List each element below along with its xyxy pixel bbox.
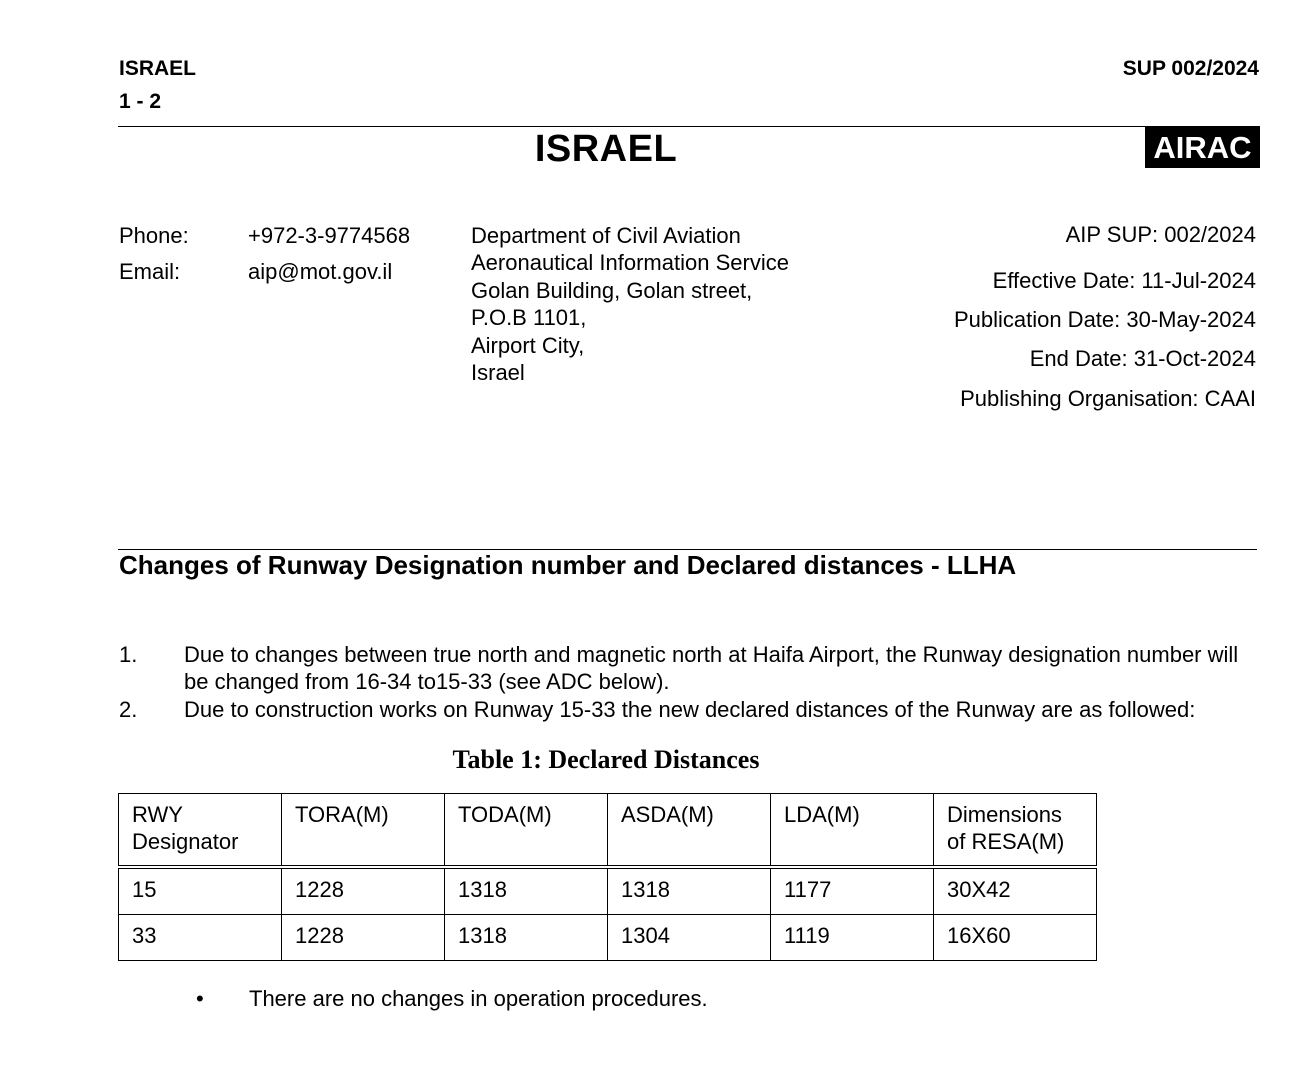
header-cell-line: of RESA(M) — [947, 829, 1065, 854]
table-cell: 1304 — [608, 915, 771, 961]
note-text: There are no changes in operation procedures. — [249, 986, 708, 1011]
address-block — [471, 222, 789, 386]
address-line: Aeronautical Information Service — [471, 250, 789, 276]
header-cell-line: Dimensions — [947, 802, 1062, 827]
header-cell-line: LDA(M) — [784, 802, 860, 827]
phone-label: Phone: — [119, 223, 189, 248]
list-item-text: Due to changes between true north and magnetic north at Haifa Airport, the Runway designation number will be changed from 16-34 to15-33 (see ADC below). — [184, 642, 1239, 695]
header-cell-line: Designator — [132, 829, 239, 854]
table-cell: 1177 — [771, 867, 934, 915]
header-cell — [934, 794, 1097, 868]
effective-date: Effective Date: 11-Jul-2024 — [992, 268, 1256, 293]
table-row — [119, 915, 1097, 961]
header-cell — [445, 794, 608, 868]
address-line: Airport City, — [471, 332, 585, 358]
table-cell: 1119 — [771, 915, 934, 961]
table-cell: 1228 — [282, 867, 445, 915]
email-label: Email: — [119, 259, 181, 284]
header-cell — [282, 794, 445, 868]
airac-badge: AIRAC — [1145, 127, 1260, 168]
table-cell: 1318 — [445, 867, 608, 915]
list-item-number: 1. — [119, 642, 138, 667]
header-cell — [119, 794, 282, 868]
table-cell: 33 — [119, 915, 282, 961]
table-cell: 1318 — [608, 867, 771, 915]
bullet-icon: • — [196, 986, 204, 1011]
section-title: Changes of Runway Designation number and Declared distances - LLHA — [119, 550, 1017, 580]
header-country: ISRAEL — [119, 57, 197, 80]
header-sup-number: SUP 002/2024 — [1122, 57, 1259, 80]
address-line: P.O.B 1101, — [471, 305, 587, 331]
table-cell: 16X60 — [934, 915, 1097, 961]
table-cell: 1228 — [282, 915, 445, 961]
table-cell: 15 — [119, 867, 282, 915]
header-cell-line: TODA(M) — [458, 802, 552, 827]
page-title: ISRAEL — [534, 128, 678, 170]
address-line: Israel — [471, 360, 525, 386]
header-cell-line: TORA(M) — [295, 802, 389, 827]
list-item — [119, 641, 1259, 696]
header-cell — [771, 794, 934, 868]
header-cell-line: ASDA(M) — [621, 802, 714, 827]
table-cell: 30X42 — [934, 867, 1097, 915]
aip-sup-number: AIP SUP: 002/2024 — [1065, 222, 1256, 247]
header-cell-line: RWY — [132, 802, 183, 827]
phone-value: +972-3-9774568 — [248, 223, 411, 248]
declared-distances-table — [118, 793, 1097, 961]
table-header-row — [119, 794, 1097, 868]
header-cell — [608, 794, 771, 868]
address-line: Department of Civil Aviation — [471, 223, 741, 248]
table-row — [119, 867, 1097, 915]
publication-info — [954, 222, 1256, 418]
list-item — [119, 696, 1259, 723]
publication-date: Publication Date: 30-May-2024 — [953, 307, 1256, 333]
publishing-organisation: Publishing Organisation: CAAI — [960, 385, 1256, 411]
end-date: End Date: 31-Oct-2024 — [1029, 346, 1256, 372]
address-line: Golan Building, Golan street, — [471, 277, 753, 303]
email-value[interactable]: aip@mot.gov.il — [248, 259, 393, 284]
header-page-number: 1 - 2 — [119, 90, 162, 113]
header-divider — [118, 126, 1260, 127]
table-cell: 1318 — [445, 915, 608, 961]
table-caption: Table 1: Declared Distances — [452, 745, 760, 774]
list-item-number: 2. — [119, 697, 138, 722]
list-item-text: Due to construction works on Runway 15-33 the new declared distances of the Runway are as followed: — [184, 697, 1196, 722]
